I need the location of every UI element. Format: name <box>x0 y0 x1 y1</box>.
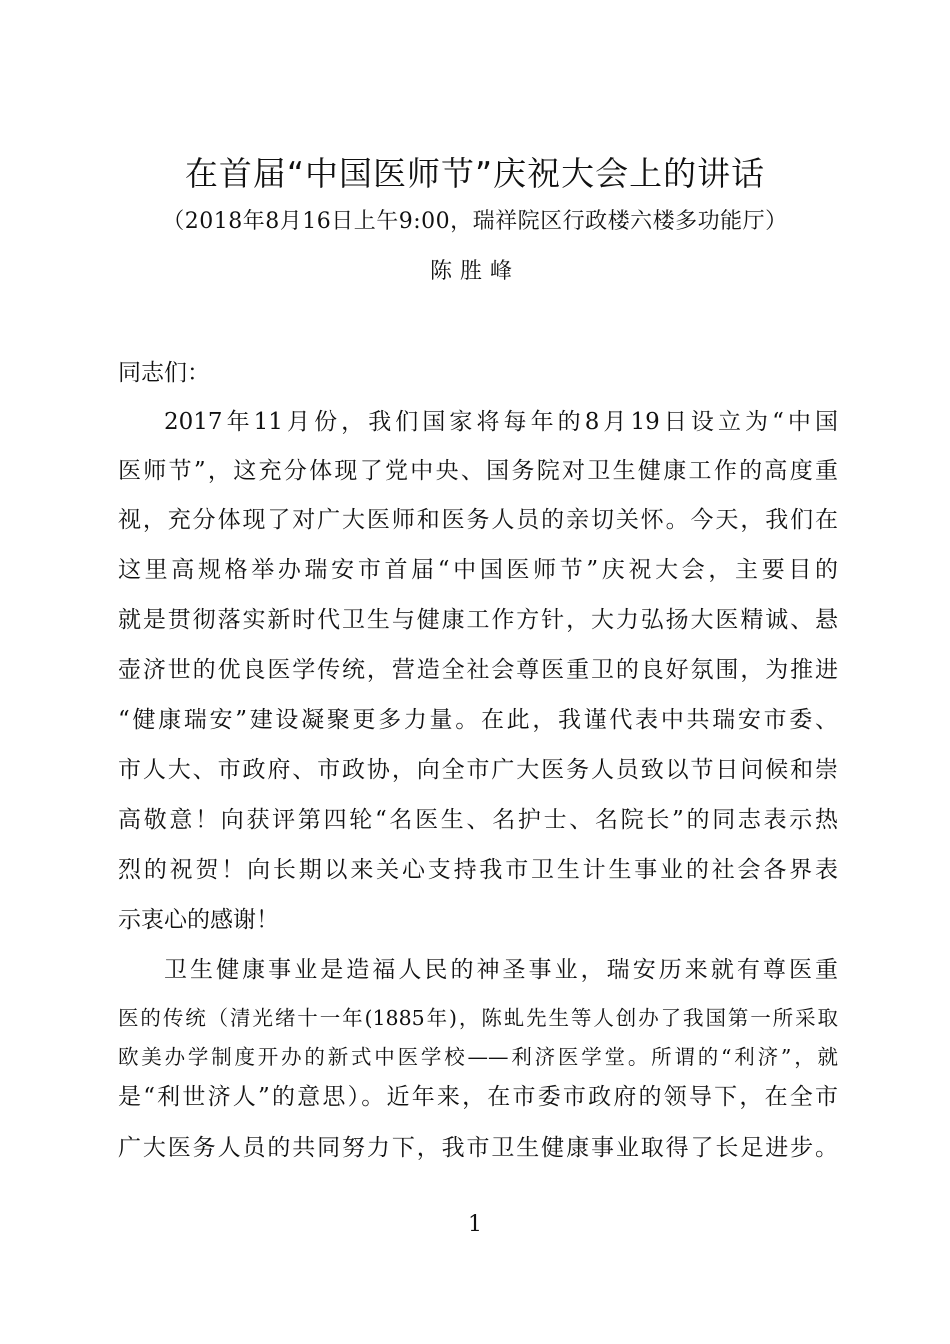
paragraph-line: 壶济世的优良医学传统，营造全社会尊医重卫的良好氛围，为推进 <box>118 657 838 683</box>
paragraph-line: 广大医务人员的共同努力下，我市卫生健康事业取得了长足进步。 <box>118 1135 838 1161</box>
paragraph-line: 欧美办学制度开办的新式中医学校——利济医学堂。所谓的“利济”，就 <box>118 1045 838 1069</box>
paragraph-line: 视，充分体现了对广大医师和医务人员的亲切关怀。今天，我们在 <box>118 507 838 533</box>
paragraph-line: 医师节”，这充分体现了党中央、国务院对卫生健康工作的高度重 <box>118 458 838 484</box>
paragraph-line: 卫生健康事业是造福人民的神圣事业，瑞安历来就有尊医重 <box>164 957 838 983</box>
paragraph-line: 2017年11月份，我们国家将每年的8月19日设立为“中国 <box>164 409 838 435</box>
paragraph-line: 医的传统（清光绪十一年(1885年)，陈虬先生等人创办了我国第一所采取 <box>118 1006 838 1030</box>
paragraph-line: 烈的祝贺！向长期以来关心支持我市卫生计生事业的社会各界表 <box>118 857 838 883</box>
paragraph-line: 高敬意！向获评第四轮“名医生、名护士、名院长”的同志表示热 <box>118 807 838 833</box>
greeting-line: 同志们： <box>118 360 210 386</box>
document-subtitle: （2018年8月16日上午9:00，瑞祥院区行政楼六楼多功能厅） <box>162 209 788 234</box>
paragraph-line: 这里高规格举办瑞安市首届“中国医师节”庆祝大会，主要目的 <box>118 557 838 583</box>
paragraph-line: “健康瑞安”建设凝聚更多力量。在此，我谨代表中共瑞安市委、 <box>118 707 838 733</box>
document-title: 在首届“中国医师节”庆祝大会上的讲话 <box>184 154 766 193</box>
author-name: 陈胜峰 <box>429 259 520 284</box>
paragraph-line: 是“利世济人”的意思）。近年来，在市委市政府的领导下，在全市 <box>118 1084 838 1110</box>
page-number: 1 <box>468 1212 482 1237</box>
paragraph-line: 就是贯彻落实新时代卫生与健康工作方针，大力弘扬大医精诚、悬 <box>118 607 838 633</box>
paragraph-line: 示衷心的感谢！ <box>118 907 279 933</box>
paragraph-line: 市人大、市政府、市政协，向全市广大医务人员致以节日问候和崇 <box>118 757 838 783</box>
